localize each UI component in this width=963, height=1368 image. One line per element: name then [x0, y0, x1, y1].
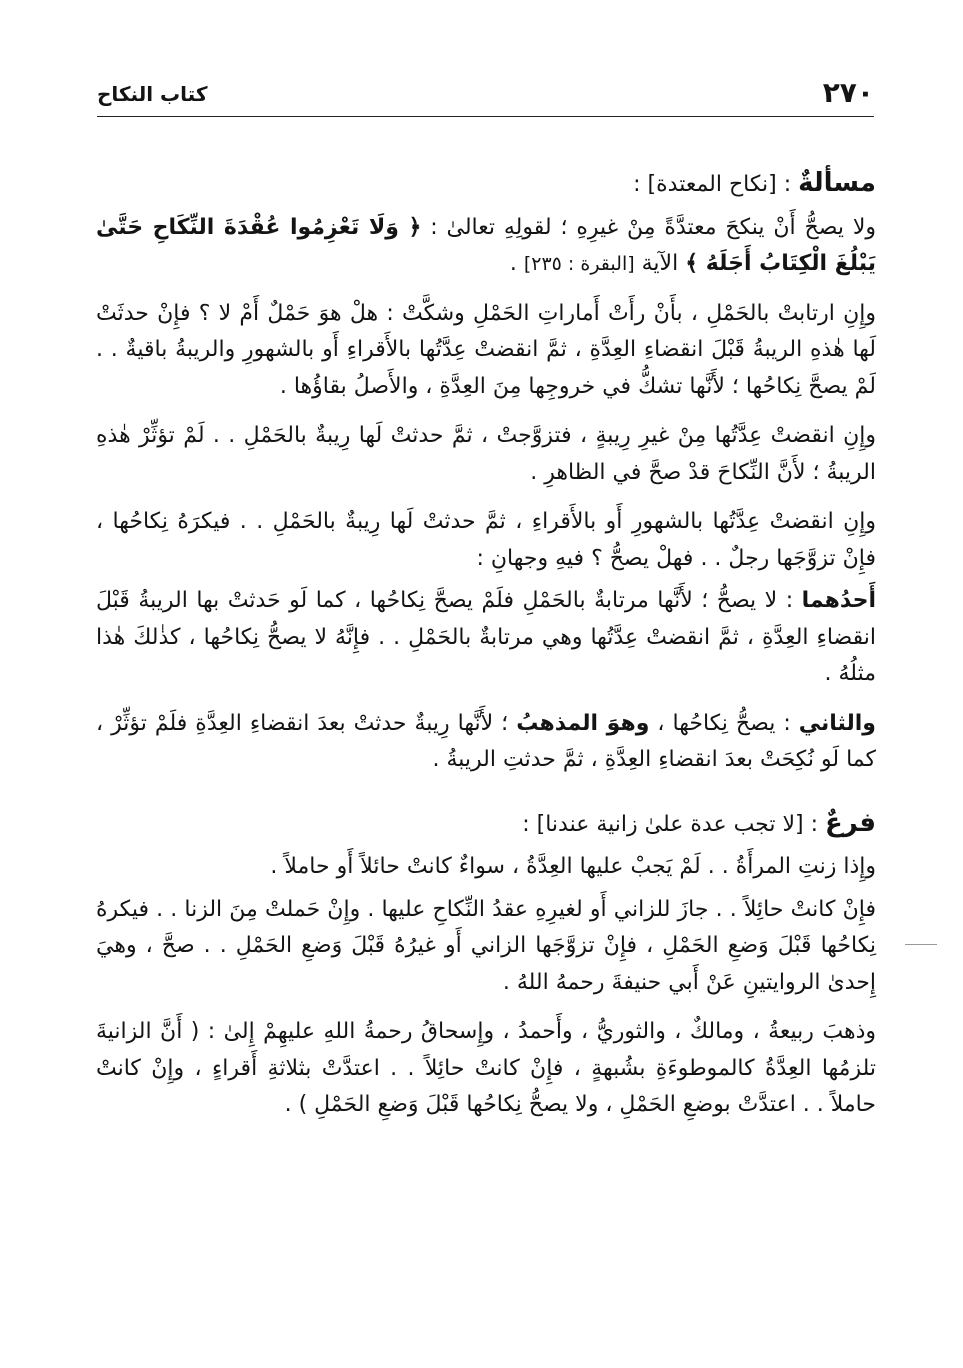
second-view-reason: ؛ لأَنَّها رِيبةٌ حدثتْ بعدَ انقضاءِ العِدَّةِ فلَمْ تؤثِّرْ ، كما لَو نُكِحَتْ بعدَ انقضاءِ العِدَّةِ ، ثمَّ حدثتِ الريبةُ .: [96, 710, 876, 772]
running-title: كتاب النكاح: [97, 82, 208, 106]
margin-mark: [905, 944, 937, 945]
paragraph-doubt-pregnancy: وإِنِ ارتابتْ بالحَمْلِ ، بأَنْ رأَتْ أَماراتِ الحَمْلِ وشكَّتْ : هلْ هوَ حَمْلٌ أَمْ لا ؟ فإِنْ حدثَتْ لَها هٰذهِ الريبةُ قَبْلَ انقضاءِ العِدَّةِ ، ثمَّ انقضتْ عِدَّتُها بالأَقراءِ أَو بالشهورِ والريبةُ باقيةٌ . . لَمْ يصحَّ نِكاحُها ؛ لأَنَّها تشكُّ في خروجِها مِنَ العِدَّةِ ، والأَصلُ بقاؤُها .: [96, 300, 876, 399]
page-body: [96, 165, 876, 1124]
page-header: [97, 76, 874, 117]
heading-masala: [96, 165, 876, 204]
paragraph-second-view: [96, 706, 876, 779]
paragraph-ha-il: فإِنْ كانتْ حائِلاً . . جازَ للزاني أَو لغيرِهِ عقدُ النِّكاحِ عليها . وإِنْ حَملتْ مِنَ الزنا . . فيكرهُ نِكاحُها قَبْلَ وَضعِ الحَمْلِ ، فإِنْ تزوَّجَها الزاني أَو غيرُهُ قَبْلَ وَضعِ الحَمْلِ . . صحَّ ، وهيَ إِحدىٰ الروايتينِ عَنْ أَبي حنيفةَ رحمهُ اللهُ .: [96, 896, 876, 995]
second-view-text: : يصحُّ نِكاحُها ،: [649, 710, 799, 736]
heading-far: [96, 805, 876, 844]
masala-keyword: مسألةٌ: [798, 168, 876, 198]
paragraph-zina: وإِذا زنتِ المرأَةُ . . لَمْ يَجبْ عليها العِدَّةُ ، سواءٌ كانتْ حائلاً أَو حاملاً .: [270, 854, 876, 879]
paragraph-two-views: وإِنِ انقضتْ عِدَّتُها بالشهورِ أَو بالأَقراءِ ، ثمَّ حدثتْ لَها رِيبةٌ بالحَمْلِ . . فيكرَهُ نِكاحُها ، فإِنْ تزوَّجَها رجلٌ . . فهلْ يصحُّ ؟ فيهِ وجهانِ :: [96, 509, 876, 571]
far-keyword: فرعٌ: [825, 807, 876, 838]
first-view-text: : لا يصحُّ ؛ لأَنَّها مرتابةٌ بالحَمْلِ فلَمْ يصحَّ نِكاحُها ، كما لَو حَدثتْ بها الريبةُ قَبْلَ انقضاءِ العِدَّةِ ، ثمَّ انقضتْ عِدَّتُها وهي مرتابةٌ بالحَمْلِ . . فإِنَّهُ لا يصحُّ نِكاحُها ، كذٰلكَ هٰذا مثلُهُ .: [96, 588, 876, 686]
page-number: ٢٧٠: [822, 76, 874, 109]
ruling-text: ولا يصحُّ أَنْ ينكحَ معتدَّةً مِنْ غيرِهِ ؛ لقولِهِ تعالىٰ :: [421, 214, 876, 240]
masala-title: : [نكاح المعتدة] :: [633, 172, 799, 197]
verse-ayah: الآية: [634, 251, 686, 276]
far-title: : [لا تجب عدة علىٰ زانية عندنا] :: [522, 811, 826, 837]
paragraph-other-scholars: وذهبَ ربيعةُ ، ومالكٌ ، والثوريُّ ، وأَحمدُ ، وإِسحاقُ رحمةُ اللهِ عليهِمْ إِلىٰ : ( أَنَّ الزانيةَ تلزمُها العِدَّةُ كالموطوءَةِ بشُبهةٍ ، فإِنْ كانتْ حائِلاً . . اعتدَّتْ بثلاثةِ أَقراءٍ ، وإِنْ كانتْ حاملاً . . اعتدَّتْ بوضعِ الحَمْلِ ، ولا يصحُّ نِكاحُها قَبْلَ وَضعِ الحَمْلِ ) .: [96, 1019, 876, 1117]
ruling-end: .: [509, 251, 524, 276]
quran-verse: ﴿ وَلَا تَعْزِمُوا عُقْدَةَ النِّكَاحِ حَتَّىٰ يَبْلُغَ الْكِتَابُ أَجَلَهُ ﴾: [96, 214, 876, 276]
madhhab-label: وهوَ المذهبُ: [516, 710, 650, 736]
second-view-label: والثاني: [798, 710, 876, 736]
paragraph-first-view: [96, 583, 876, 693]
verse-reference: [البقرة : ٢٣٥]: [523, 253, 635, 275]
paragraph-after-iddah: وإِنِ انقضتْ عِدَّتُها مِنْ غيرِ رِيبةٍ ، فتزوَّجتْ ، ثمَّ حدثتْ لَها رِيبةٌ بالحَمْلِ . . لَمْ تؤثِّرْ هٰذهِ الريبةُ ؛ لأَنَّ النِّكاحَ قدْ صحَّ في الظاهرِ .: [96, 423, 876, 485]
first-view-label: أَحدُهما: [801, 588, 876, 613]
paragraph-ruling: [96, 210, 876, 283]
